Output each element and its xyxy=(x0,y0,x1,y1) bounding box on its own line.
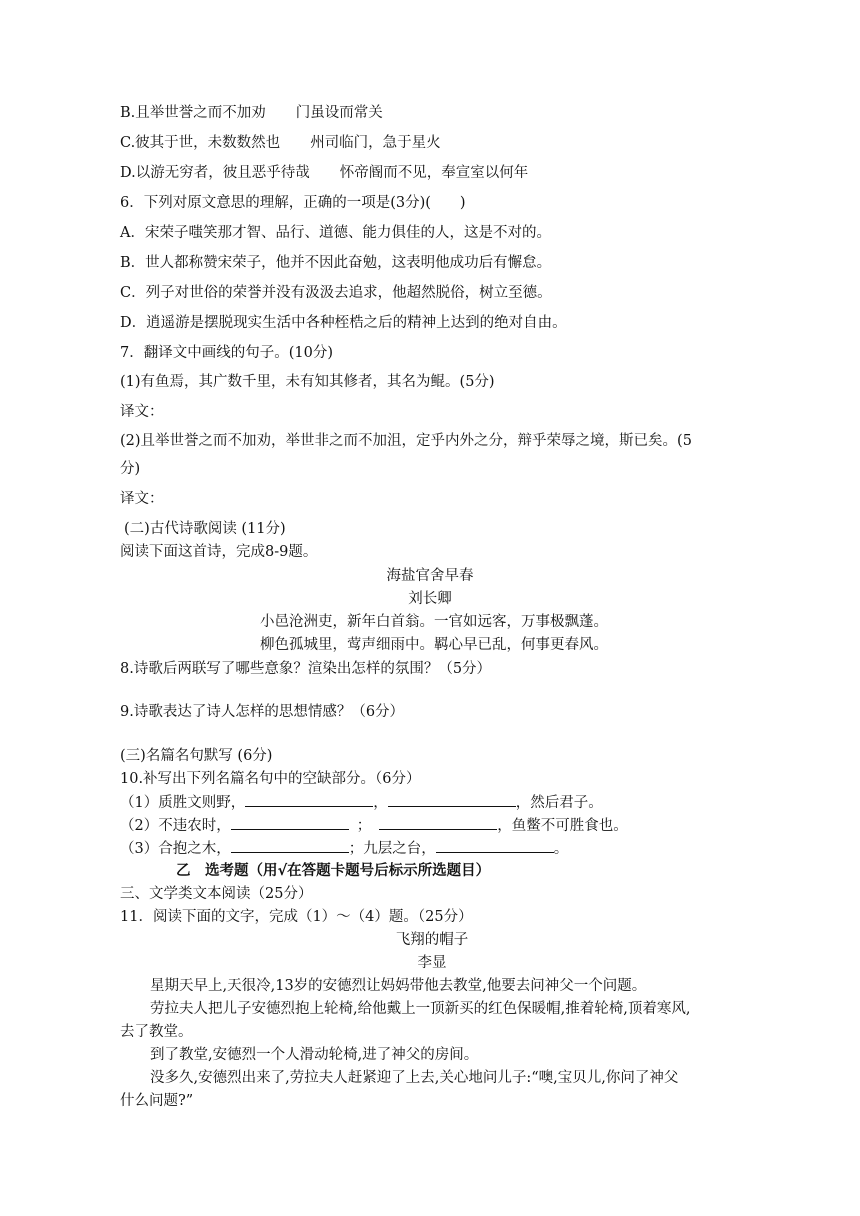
question-6-stem: 6．下列对原文意思的理解，正确的一项是(3分)( ) xyxy=(120,195,466,211)
question-10: 10.补写出下列名篇名句中的空缺部分。（6分） xyxy=(120,771,421,787)
poem-line-1: 小邑沧洲吏，新年白首翁。一官如远客，万事极飘蓬。 xyxy=(260,614,608,630)
answer-blank[interactable] xyxy=(379,815,497,830)
answer-blank[interactable] xyxy=(231,815,349,830)
dictation-1-sep: ， xyxy=(373,795,388,811)
poetry-section-heading: (二)古代诗歌阅读 (11分) xyxy=(124,521,286,537)
question-6-option-d: D．逍遥游是摆脱现实生活中各种桎梏之后的精神上达到的绝对自由。 xyxy=(120,315,567,331)
story-paragraph-2: 劳拉夫人把儿子安德烈抱上轮椅,给他戴上一顶新买的红色保暖帽,推着轮椅,顶着寒风, xyxy=(150,1001,691,1017)
translation-label-2: 译文： xyxy=(120,491,164,507)
translation-label-1: 译文： xyxy=(120,404,164,420)
story-paragraph-2-cont: 去了教堂。 xyxy=(120,1024,193,1040)
dictation-1-prompt: （1）质胜文则野， xyxy=(120,795,246,811)
question-7-sentence-2: (2)且举世誉之而不加劝，举世非之而不加沮，定乎内外之分，辩乎荣辱之境，斯已矣。(5 xyxy=(120,433,692,449)
option-c-right: 州司临门，急于星火 xyxy=(310,135,441,151)
question-7-sentence-2-cont: 分) xyxy=(120,461,141,477)
option-d-right: 怀帝阍而不见，奉宣室以何年 xyxy=(339,165,529,181)
optional-section-header: 乙 选考题（用√在答题卡题号后标示所选题目） xyxy=(176,863,491,879)
option-c-left: C.彼其于世，未数数然也 xyxy=(120,135,281,151)
story-author: 李显 xyxy=(417,955,447,971)
answer-blank[interactable] xyxy=(245,792,373,807)
question-9: 9.诗歌表达了诗人怎样的思想情感？（6分） xyxy=(120,704,405,720)
dictation-2-end: ，鱼鳖不可胜食也。 xyxy=(497,818,628,834)
question-6-option-b: B．世人都称赞宋荣子，他并不因此奋勉，这表明他成功后有懈怠。 xyxy=(120,255,552,271)
dictation-line-1 xyxy=(120,792,603,813)
dictation-section-heading: (三)名篇名句默写 (6分) xyxy=(120,748,273,764)
question-11: 11．阅读下面的文字，完成（1）～（4）题。（25分） xyxy=(120,909,473,925)
poem-title: 海盐官舍早春 xyxy=(386,568,474,584)
option-b-right: 门虽设而常关 xyxy=(295,105,383,121)
option-b-line xyxy=(120,103,383,123)
answer-blank[interactable] xyxy=(231,838,349,853)
story-title: 飞翔的帽子 xyxy=(395,932,469,948)
story-paragraph-1: 星期天早上,天很冷,13岁的安德烈让妈妈带他去教堂,他要去问神父一个问题。 xyxy=(150,978,647,994)
poem-line-2: 柳色孤城里，莺声细雨中。羁心早已乱，何事更春风。 xyxy=(260,637,608,653)
option-c-line xyxy=(120,133,441,153)
dictation-3-sep: ；九层之台， xyxy=(348,841,436,857)
dictation-line-2 xyxy=(120,815,628,836)
poetry-intro: 阅读下面这首诗，完成8-9题。 xyxy=(120,544,318,560)
dictation-2-sep: ； xyxy=(356,818,372,834)
story-paragraph-4-cont: 什么问题?” xyxy=(120,1093,194,1109)
option-b-left: B.且举世誉之而不加劝 xyxy=(120,105,266,121)
story-paragraph-3: 到了教堂,安德烈一个人滑动轮椅,进了神父的房间。 xyxy=(150,1047,479,1063)
dictation-2-prompt: （2）不违农时， xyxy=(120,818,231,834)
story-paragraph-4: 没多久,安德烈出来了,劳拉夫人赶紧迎了上去,关心地问儿子:“噢,宝贝儿,你问了神父 xyxy=(150,1070,679,1086)
dictation-1-end: ，然后君子。 xyxy=(515,795,603,811)
option-d-line xyxy=(120,163,528,183)
option-d-left: D.以游无穷者，彼且恶乎待哉 xyxy=(120,165,310,181)
dictation-line-3 xyxy=(120,838,568,859)
answer-blank[interactable] xyxy=(388,792,516,807)
dictation-3-prompt: （3）合抱之木， xyxy=(120,841,231,857)
question-6-option-a: A．宋荣子嗤笑那才智、品行、道德、能力俱佳的人，这是不对的。 xyxy=(120,225,551,241)
literature-section-heading: 三、文学类文本阅读（25分） xyxy=(120,886,313,902)
poem-author: 刘长卿 xyxy=(408,591,452,607)
question-7-stem: 7．翻译文中画线的句子。(10分) xyxy=(120,345,333,361)
answer-blank[interactable] xyxy=(436,838,554,853)
question-6-option-c: C．列子对世俗的荣誉并没有汲汲去追求，他超然脱俗，树立至德。 xyxy=(120,285,552,301)
dictation-3-end: 。 xyxy=(553,841,569,857)
question-8: 8.诗歌后两联写了哪些意象？渲染出怎样的氛围？（5分） xyxy=(120,661,492,677)
question-7-sentence-1: (1)有鱼焉，其广数千里，未有知其修者，其名为鲲。(5分) xyxy=(120,374,495,390)
